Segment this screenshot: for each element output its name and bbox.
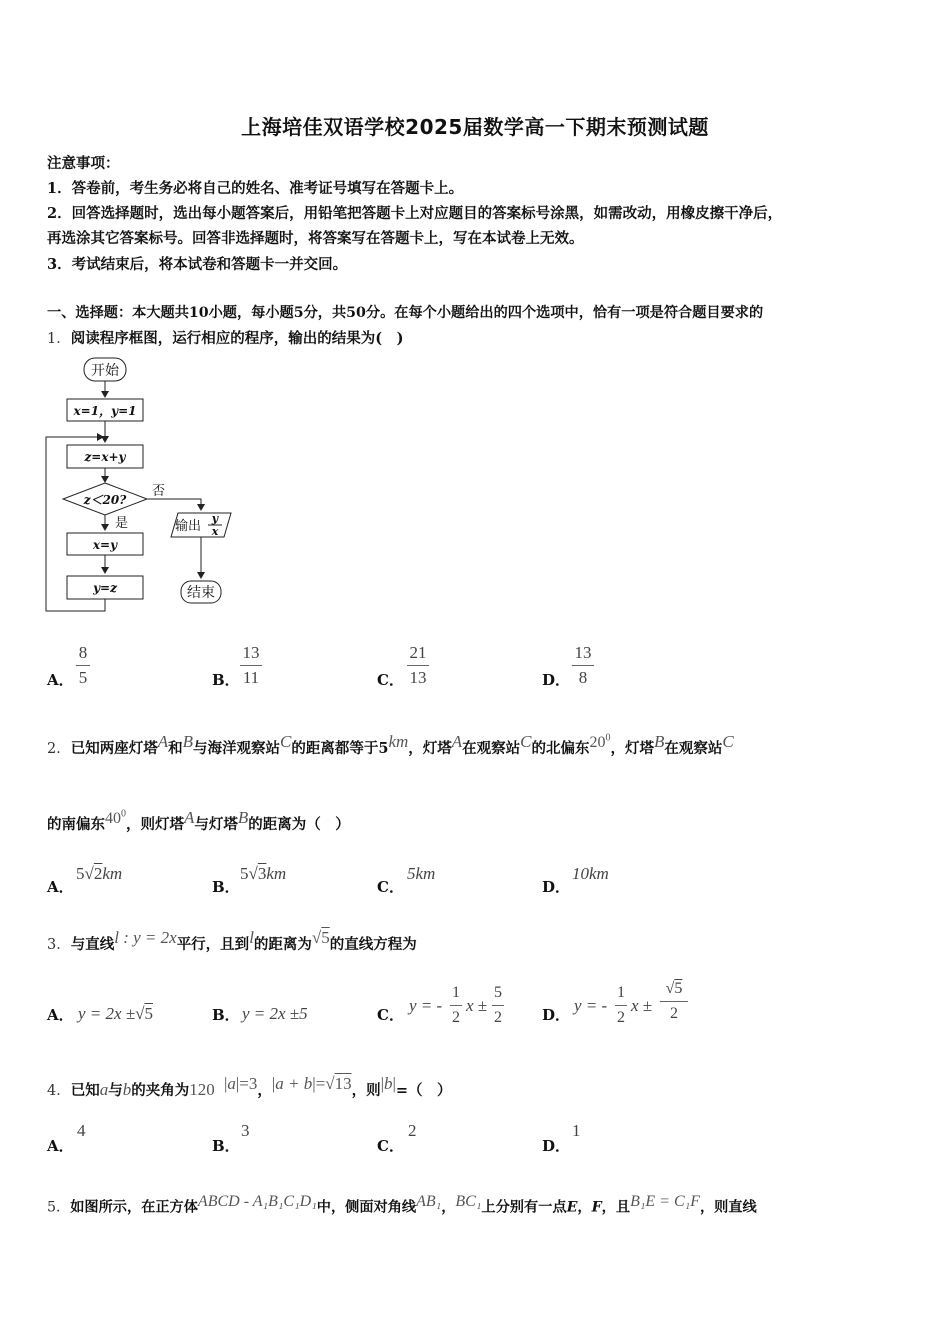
flow-no-label: 否 — [152, 484, 166, 499]
question-4: 4．已知a与b的夹角为120 $^{|a|=3}$，$^{|a + b|=√13}$，则$^{|b|}$=（ ） — [47, 1074, 452, 1099]
q3-option-a-value: y = 2x ±√5 — [78, 1004, 153, 1023]
q2-option-d-label: D． — [542, 878, 571, 896]
q2-option-c-value: 5km — [407, 864, 436, 883]
flow-condition-label: z＜20? — [83, 493, 127, 507]
q3-option-d-label: D． — [542, 1006, 571, 1024]
q1-option-c-fraction: 21 13 — [407, 643, 429, 688]
q3-option-d-prefix: y = - — [574, 996, 608, 1015]
flow-init-label: x=1，y=1 — [73, 404, 137, 418]
notice-item-2: 2．回答选择题时，选出每小题答案后，用铅笔把答题卡上对应题目的答案标号涂黑，如需改动，用橡皮擦干净后， — [47, 205, 783, 222]
q4-option-a-value: 4 — [77, 1121, 86, 1140]
q3-option-d-frac2: √5 2 — [660, 979, 688, 1024]
q4-option-b-value: 3 — [241, 1121, 250, 1140]
notice-item-1: 1．答卷前，考生务必将自己的姓名、准考证号填写在答题卡上。 — [47, 180, 464, 197]
flowchart — [40, 352, 250, 622]
question-2: 2．已知两座灯塔$^A$和$^B$与海洋观察站$^C$的距离都等于$5^{km}$，灯塔$^A$在观察站$^C$的北偏东$^{20^0}$，灯塔$^B$在观察站$^C$ — [47, 732, 734, 757]
q3-option-c-frac1: 1 2 — [452, 984, 460, 1026]
question-1 — [47, 327, 403, 348]
q3-option-c-frac2: 5 2 — [494, 984, 502, 1026]
flow-start-label: 开始 — [91, 363, 119, 379]
q1-option-a-label: A． — [47, 671, 74, 689]
q1-option-b-fraction: 13 11 — [240, 643, 262, 688]
q4-option-a-label: A． — [47, 1137, 74, 1155]
question-number: 2． — [47, 740, 71, 757]
q3-option-d-frac1: 1 2 — [617, 984, 625, 1026]
notice-heading: 注意事项： — [47, 155, 120, 172]
question-5: 5．如图所示，在正方体$^{ABCD - A_1B_1C_1D_1}$中，侧面对角线$^{AB_1}$，$^{BC_1}$上分别有一点E，F，且$^{B_1E = C_1F}$，则直线 — [47, 1193, 757, 1216]
q2-option-a-label: A． — [47, 878, 74, 896]
q1-option-d-label: D． — [542, 671, 571, 689]
question-text: 阅读程序框图，运行相应的程序，输出的结果为( ) — [70, 330, 404, 347]
q3-option-c-prefix: y = - — [409, 996, 443, 1015]
q2-option-b-value: 5√3km — [240, 864, 287, 883]
flow-output-label: 输出 — [175, 519, 202, 534]
q1-option-a-fraction: 8 5 — [76, 643, 90, 688]
q4-option-d-label: D． — [542, 1137, 571, 1155]
flow-output-numerator: y — [211, 512, 219, 525]
page-title: 上海培佳双语学校2025届数学高一下期末预测试题 — [241, 115, 709, 139]
question-number: 5． — [47, 1199, 71, 1216]
flow-end-label: 结束 — [187, 585, 215, 601]
q3-option-a-label: A． — [47, 1006, 74, 1024]
q1-option-d-fraction: 13 8 — [572, 643, 594, 688]
question-number: 1． — [47, 331, 71, 347]
question-number: 3． — [47, 936, 71, 953]
section-heading: 一、选择题：本大题共10小题，每小题5分，共50分。在每个小题给出的四个选项中，恰有一项是符合题目要求的 — [47, 305, 764, 321]
flow-output-denominator: x — [211, 525, 219, 538]
q3-option-d-mid: x ± — [631, 996, 653, 1015]
flow-yes-label: 是 — [115, 516, 129, 531]
question-number: 4． — [47, 1082, 71, 1099]
notice-item-2-cont: 再选涂其它答案标号。回答非选择题时，将答案写在答题卡上，写在本试卷上无效。 — [47, 230, 584, 247]
q2-option-d-value: 10km — [572, 864, 609, 883]
q2-option-b-label: B． — [212, 878, 240, 896]
q3-option-c-mid: x ± — [466, 996, 488, 1015]
flow-assign-x-label: x=y — [92, 538, 118, 552]
q1-option-c-label: C． — [377, 671, 404, 689]
q1-option-b-label: B． — [212, 671, 240, 689]
q4-option-c-label: C． — [377, 1137, 404, 1155]
question-3: 3．与直线$^{l : y = 2x}$平行，且到$^l$的距离为$^{√5}$的直线方程为 — [47, 928, 417, 953]
q4-option-c-value: 2 — [408, 1121, 417, 1140]
q2-option-a-value: 5√2km — [76, 864, 123, 883]
q4-option-d-value: 1 — [572, 1121, 581, 1140]
q2-option-c-label: C． — [377, 878, 404, 896]
notice-item-3: 3．考试结束后，将本试卷和答题卡一并交回。 — [47, 256, 348, 273]
flow-assign-z-label: z=x+y — [84, 450, 126, 464]
question-2-cont: 的南偏东$^{40^0}$，则灯塔$^A$与灯塔$^B$的距离为（ ） — [47, 808, 350, 833]
flow-assign-y-label: y=z — [93, 581, 117, 595]
q4-option-b-label: B． — [212, 1137, 240, 1155]
q3-option-b-label: B． — [212, 1006, 240, 1024]
q3-option-b-value: y = 2x ±5 — [242, 1004, 308, 1023]
q3-option-c-label: C． — [377, 1006, 404, 1024]
